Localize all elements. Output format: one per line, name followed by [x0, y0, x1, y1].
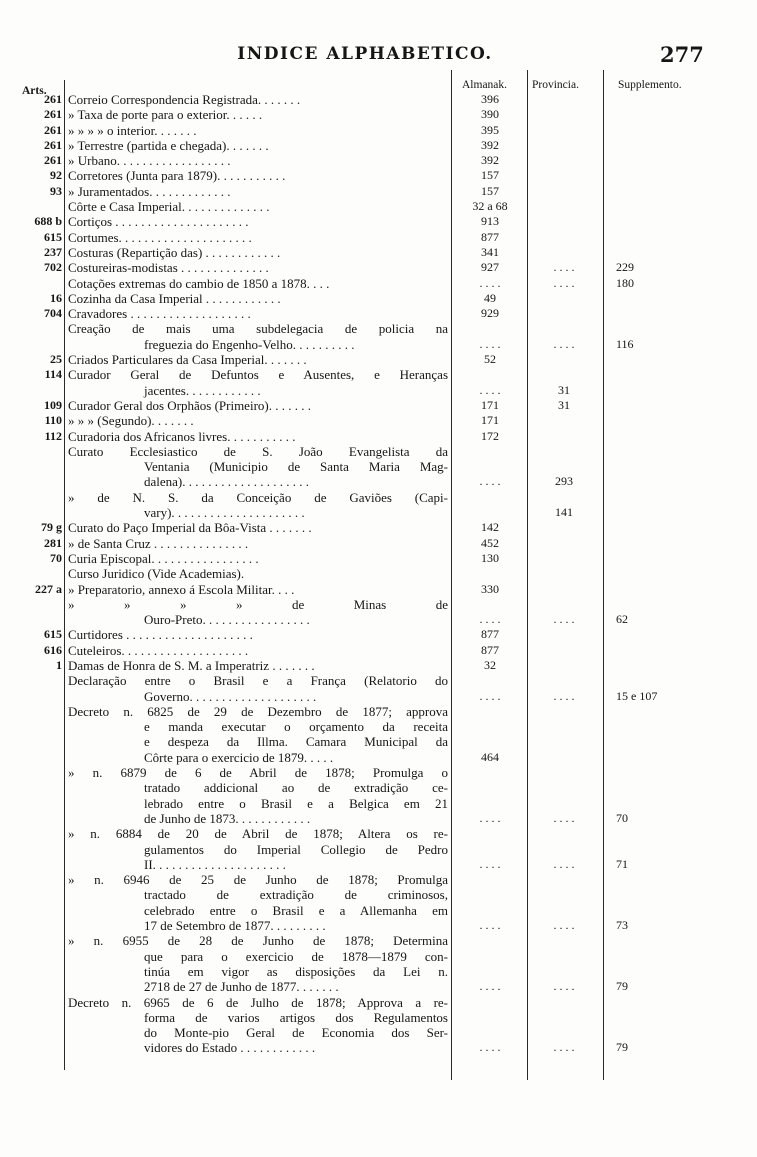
index-row	[0, 872, 757, 933]
index-entry	[68, 566, 448, 581]
provincia-ref: . . . .	[553, 688, 575, 703]
entry-line: Curadoria dos Africanos livres. . . . . . . . . . .	[68, 428, 296, 444]
entry-line: Curtidores . . . . . . . . . . . . . . . . . . . .	[68, 627, 253, 643]
almanak-ref: 330	[481, 581, 499, 596]
entry-line: Côrte e Casa Imperial. . . . . . . . . . . . . .	[68, 199, 270, 215]
index-row	[0, 230, 757, 245]
index-rows	[0, 92, 757, 1056]
index-row	[0, 199, 757, 214]
index-row	[0, 995, 757, 1056]
entry-line: » » » (Segundo). . . . . . .	[68, 413, 194, 429]
almanak-ref: 171	[481, 413, 499, 428]
almanak-ref: . . . .	[479, 382, 501, 397]
entry-line: Curador Geral de Defuntos e Ausentes, e Heranças	[68, 367, 448, 383]
entry-line: » Urbano. . . . . . . . . . . . . . . . . .	[68, 153, 231, 169]
article-number: 16	[50, 290, 62, 305]
entry-line: Curso Juridico (Vide Academias).	[68, 566, 245, 582]
entry-line: Criados Particulares da Casa Imperial. . . . . . .	[68, 352, 307, 368]
almanak-ref: . . . .	[479, 688, 501, 703]
entry-line: » Juramentados. . . . . . . . . . . . .	[68, 183, 231, 199]
index-entry	[68, 490, 448, 521]
entry-line: Cortiços . . . . . . . . . . . . . . . . . . . . .	[68, 214, 249, 230]
entry-line: Cotações extremas do cambio de 1850 a 1878. . . .	[68, 275, 330, 291]
almanak-ref: 392	[481, 153, 499, 168]
entry-line: Cortumes. . . . . . . . . . . . . . . . . . . . .	[68, 229, 252, 245]
entry-line: e manda executar o orçamento da receita	[144, 719, 448, 735]
almanak-ref: 52	[484, 352, 496, 367]
entry-line: 17 de Setembro de 1877. . . . . . . . .	[144, 918, 326, 934]
almanak-ref: . . . .	[479, 612, 501, 627]
almanak-ref: 913	[481, 214, 499, 229]
entry-line: » » » » o interior. . . . . . .	[68, 122, 197, 138]
entry-line: vidores do Estado . . . . . . . . . . . .	[144, 1040, 316, 1056]
supplemento-ref: 116	[616, 336, 634, 351]
index-entry	[68, 321, 448, 352]
page-number: 277	[660, 42, 704, 67]
index-entry	[68, 184, 448, 199]
almanak-ref: 396	[481, 92, 499, 106]
index-entry	[68, 352, 448, 367]
index-row	[0, 153, 757, 168]
article-number: 615	[44, 627, 62, 642]
almanak-ref: . . . .	[479, 856, 501, 871]
almanak-ref: 390	[481, 107, 499, 122]
entry-line: Curato Ecclesiastico de S. João Evangelista da	[68, 443, 448, 459]
supplemento-ref: 180	[616, 275, 634, 290]
provincia-ref: . . . .	[553, 1040, 575, 1055]
index-entry	[68, 398, 448, 413]
index-row	[0, 566, 757, 581]
supplemento-ref: 15 e 107	[616, 688, 658, 703]
index-entry	[68, 291, 448, 306]
index-row	[0, 123, 757, 138]
article-number: 110	[44, 413, 62, 428]
index-entry	[68, 627, 448, 642]
index-entry	[68, 658, 448, 673]
almanak-ref: 157	[481, 168, 499, 183]
index-entry	[68, 168, 448, 183]
entry-line: Cravadores . . . . . . . . . . . . . . . . . . .	[68, 306, 251, 322]
index-row	[0, 184, 757, 199]
index-row	[0, 276, 757, 291]
provincia-ref: . . . .	[553, 275, 575, 290]
column-header-almanak: Almanak.	[462, 79, 508, 91]
supplemento-ref: 62	[616, 612, 628, 627]
entry-line: tratado addicional ao de extradição ce-	[144, 780, 448, 796]
index-row	[0, 536, 757, 551]
entry-line: » Terrestre (partida e chegada). . . . . . .	[68, 137, 269, 153]
index-entry	[68, 582, 448, 597]
index-entry	[68, 107, 448, 122]
column-header-arts: Arts.	[22, 85, 47, 97]
index-entry	[68, 933, 448, 994]
entry-line: » de Santa Cruz . . . . . . . . . . . . . . .	[68, 535, 249, 551]
provincia-ref: . . . .	[553, 810, 575, 825]
entry-line: Curia Episcopal. . . . . . . . . . . . . . . . .	[68, 550, 259, 566]
entry-line: Ouro-Preto. . . . . . . . . . . . . . . . .	[144, 612, 310, 628]
index-entry	[68, 673, 448, 704]
entry-line: vary). . . . . . . . . . . . . . . . . . . . .	[144, 505, 305, 521]
index-row	[0, 245, 757, 260]
entry-line: Declaração entre o Brasil e a França (Relatorio do	[68, 673, 448, 689]
index-row	[0, 933, 757, 994]
article-number: 702	[44, 260, 62, 275]
provincia-ref: 31	[558, 397, 570, 412]
index-entry	[68, 826, 448, 872]
index-row	[0, 138, 757, 153]
index-row	[0, 367, 757, 398]
provincia-ref: . . . .	[553, 979, 575, 994]
entry-line: tinúa em vigor as disposições da Lei n.	[144, 963, 448, 979]
article-number: 25	[50, 352, 62, 367]
almanak-ref: 49	[484, 290, 496, 305]
entry-line: forma de varios artigos dos Regulamentos	[144, 1009, 448, 1025]
almanak-ref: 452	[481, 535, 499, 550]
article-number: 261	[44, 107, 62, 122]
almanak-ref: 392	[481, 137, 499, 152]
supplemento-ref: 73	[616, 918, 628, 933]
index-entry	[68, 245, 448, 260]
provincia-ref: . . . .	[553, 918, 575, 933]
almanak-ref: 877	[481, 627, 499, 642]
almanak-ref: 130	[481, 550, 499, 565]
index-row	[0, 658, 757, 673]
index-entry	[68, 643, 448, 658]
almanak-ref: 32 a 68	[472, 199, 508, 214]
index-entry	[68, 153, 448, 168]
entry-line: Creação de mais uma subdelegacia de policia na	[68, 321, 448, 337]
almanak-ref: 464	[481, 749, 499, 764]
entry-line: » Taxa de porte para o exterior. . . . . .	[68, 107, 263, 123]
almanak-ref: . . . .	[479, 275, 501, 290]
almanak-ref: 877	[481, 642, 499, 657]
entry-line: celebrado entre o Brasil e a Allemanha em	[144, 902, 448, 918]
article-number: 616	[44, 642, 62, 657]
article-number: 92	[50, 168, 62, 183]
supplemento-ref: 79	[616, 1040, 628, 1055]
almanak-ref: . . . .	[479, 474, 501, 489]
almanak-ref: . . . .	[479, 336, 501, 351]
index-entry	[68, 520, 448, 535]
article-number: 281	[44, 535, 62, 550]
article-number: 70	[50, 550, 62, 565]
index-row	[0, 398, 757, 413]
article-number: 237	[44, 244, 62, 259]
provincia-ref: . . . .	[553, 612, 575, 627]
entry-line: II. . . . . . . . . . . . . . . . . . . . .	[144, 856, 286, 872]
entry-line: tractado de extradição de criminosos,	[144, 887, 448, 903]
provincia-ref: 293	[555, 474, 573, 489]
article-number: 261	[44, 137, 62, 152]
index-entry	[68, 704, 448, 765]
entry-line: Curato do Paço Imperial da Bôa-Vista . . . . . . .	[68, 520, 312, 536]
index-row	[0, 673, 757, 704]
index-row	[0, 643, 757, 658]
index-entry	[68, 214, 448, 229]
entry-line: lebrado entre o Brasil e a Belgica em 21	[144, 795, 448, 811]
entry-line: freguezia do Engenho-Velho. . . . . . . . . .	[144, 336, 355, 352]
index-row	[0, 627, 757, 642]
provincia-ref: 31	[558, 382, 570, 397]
article-number: 688 b	[34, 214, 62, 229]
entry-line: Correio Correspondencia Registrada. . . . . . .	[68, 92, 301, 107]
supplemento-ref: 71	[616, 856, 628, 871]
index-row	[0, 551, 757, 566]
entry-line: gulamentos do Imperial Collegio de Pedro	[144, 841, 448, 857]
index-row	[0, 826, 757, 872]
supplemento-ref: 70	[616, 810, 628, 825]
entry-line: Damas de Honra de S. M. a Imperatriz . . . . . . .	[68, 657, 315, 673]
entry-line: Governo. . . . . . . . . . . . . . . . . . . .	[144, 688, 317, 704]
provincia-ref: . . . .	[553, 336, 575, 351]
almanak-ref: . . . .	[479, 810, 501, 825]
index-row	[0, 520, 757, 535]
index-entry	[68, 306, 448, 321]
almanak-ref: 142	[481, 520, 499, 535]
provincia-ref: . . . .	[553, 260, 575, 275]
index-entry	[68, 260, 448, 275]
supplemento-ref: 79	[616, 979, 628, 994]
article-number: 615	[44, 229, 62, 244]
almanak-ref: 927	[481, 260, 499, 275]
supplemento-ref: 229	[616, 260, 634, 275]
index-entry	[68, 92, 448, 107]
entry-line: Cozinha da Casa Imperial . . . . . . . . . . . .	[68, 290, 281, 306]
index-row	[0, 168, 757, 183]
index-entry	[68, 597, 448, 628]
entry-line: » de N. S. da Conceição de Gaviões (Capi-	[68, 489, 448, 505]
article-number: 704	[44, 306, 62, 321]
index-entry	[68, 413, 448, 428]
provincia-ref: . . . .	[553, 856, 575, 871]
article-number: 261	[44, 153, 62, 168]
entry-line: » » » » de Minas de	[68, 596, 448, 612]
page-title: INDICE ALPHABETICO.	[237, 44, 493, 64]
index-entry	[68, 429, 448, 444]
entry-line: Curador Geral dos Orphãos (Primeiro). . . . . . .	[68, 397, 311, 413]
entry-line: Decreto n. 6825 de 29 de Dezembro de 1877; approva	[68, 703, 448, 719]
index-entry	[68, 199, 448, 214]
index-row	[0, 429, 757, 444]
article-number: 79 g	[41, 520, 62, 535]
index-row	[0, 413, 757, 428]
article-number: 227 a	[35, 581, 62, 596]
entry-line: e despeza da Illma. Camara Municipal da	[144, 734, 448, 750]
entry-line: Costureiras-modistas . . . . . . . . . . . . . .	[68, 260, 269, 276]
entry-line: dalena). . . . . . . . . . . . . . . . . . . .	[144, 474, 310, 490]
index-row	[0, 321, 757, 352]
index-row	[0, 214, 757, 229]
almanak-ref: . . . .	[479, 1040, 501, 1055]
index-entry	[68, 138, 448, 153]
almanak-ref: . . . .	[479, 918, 501, 933]
article-number: 1	[56, 657, 62, 672]
entry-line: » n. 6879 de 6 de Abril de 1878; Promulga o	[68, 765, 448, 781]
index-entry	[68, 536, 448, 551]
entry-line: Costuras (Repartição das) . . . . . . . . . . . .	[68, 244, 281, 260]
entry-line: de Junho de 1873. . . . . . . . . . . .	[144, 810, 311, 826]
index-entry	[68, 230, 448, 245]
entry-line: jacentes. . . . . . . . . . . .	[144, 382, 261, 398]
entry-line: » n. 6955 de 28 de Junho de 1878; Determina	[68, 933, 448, 949]
index-row	[0, 260, 757, 275]
entry-line: Decreto n. 6965 de 6 de Julho de 1878; Approva a re-	[68, 994, 448, 1010]
index-row	[0, 352, 757, 367]
index-row	[0, 704, 757, 765]
article-number: 114	[44, 367, 62, 382]
column-header-provincia: Provincia.	[532, 79, 579, 91]
almanak-ref: 32	[484, 657, 496, 672]
index-entry	[68, 444, 448, 490]
index-row	[0, 597, 757, 628]
article-number: 261	[44, 122, 62, 137]
index-entry	[68, 995, 448, 1056]
entry-line: do Monte-pio Geral de Economia dos Ser-	[144, 1025, 448, 1041]
article-number: 109	[44, 397, 62, 412]
index-entry	[68, 367, 448, 398]
index-row	[0, 444, 757, 490]
index-entry	[68, 551, 448, 566]
entry-line: » Preparatorio, annexo á Escola Militar. . . .	[68, 581, 295, 597]
index-row	[0, 306, 757, 321]
almanak-ref: 341	[481, 244, 499, 259]
index-row	[0, 490, 757, 521]
index-row	[0, 582, 757, 597]
entry-line: que para o exercicio de 1878—1879 con-	[144, 948, 448, 964]
almanak-ref: 395	[481, 122, 499, 137]
provincia-ref: 141	[555, 505, 573, 520]
entry-line: Corretores (Junta para 1879). . . . . . . . . . .	[68, 168, 286, 184]
almanak-ref: 157	[481, 183, 499, 198]
almanak-ref: 877	[481, 229, 499, 244]
index-entry	[68, 276, 448, 291]
index-row	[0, 765, 757, 826]
entry-line: 2718 de 27 de Junho de 1877. . . . . . .	[144, 979, 339, 995]
entry-line: Côrte para o exercicio de 1879. . . . .	[144, 749, 334, 765]
column-header-supplemento: Supplemento.	[618, 79, 682, 91]
entry-line: » n. 6884 de 20 de Abril de 1878; Altera os re-	[68, 826, 448, 842]
index-row	[0, 107, 757, 122]
almanak-ref: . . . .	[479, 979, 501, 994]
entry-line: Cuteleiros. . . . . . . . . . . . . . . . . . . .	[68, 642, 249, 658]
almanak-ref: 171	[481, 397, 499, 412]
entry-line: Ventania (Municipio de Santa Maria Mag-	[144, 459, 448, 475]
article-number: 261	[44, 92, 62, 106]
index-row	[0, 92, 757, 107]
entry-line: » n. 6946 de 25 de Junho de 1878; Promulga	[68, 872, 448, 888]
almanak-ref: 172	[481, 428, 499, 443]
article-number: 112	[44, 428, 62, 443]
index-entry	[68, 872, 448, 933]
index-entry	[68, 765, 448, 826]
almanak-ref: 929	[481, 306, 499, 321]
index-row	[0, 291, 757, 306]
index-entry	[68, 123, 448, 138]
article-number: 93	[50, 183, 62, 198]
